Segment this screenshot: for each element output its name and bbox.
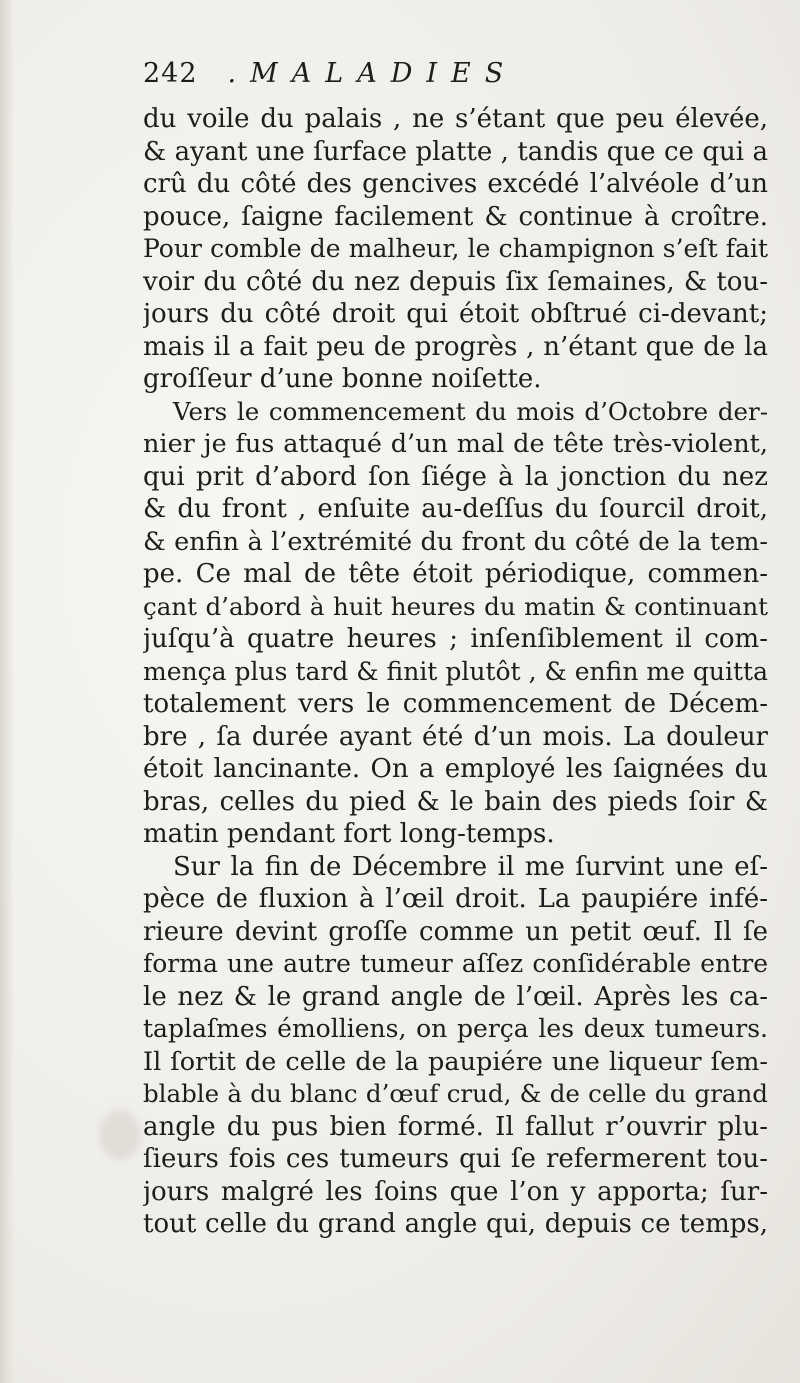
text-line: & ayant une ſurface platte , tandis que ce qui a: [143, 136, 768, 167]
text-line: qui prit d’abord ſon ſiége à la jonction du nez: [143, 461, 768, 492]
body-text: [143, 103, 768, 1241]
text-line: bras, celles du pied & le bain des pieds ſoir &: [143, 786, 768, 817]
text-line: jours malgré les ſoins que l’on y apporta; ſur-: [143, 1176, 768, 1207]
text-line: forma une autre tumeur aſſez conſidérable entre: [143, 949, 768, 978]
ink-smudge: [100, 1110, 140, 1160]
text-line: Pour comble de malheur, le champignon s’eſt fait: [143, 234, 768, 263]
text-line: blable à du blanc d’œuf crud, & de celle du grand: [143, 1079, 768, 1108]
page-header: [143, 58, 623, 98]
text-line: voir du côté du nez depuis ſix ſemaines, & tou-: [143, 266, 768, 297]
text-line: çant d’abord à huit heures du matin & continuant: [143, 591, 768, 621]
text-line: & du front , enſuite au-deſſus du ſourcil droit,: [143, 494, 768, 524]
text-line: pe. Ce mal de tête étoit périodique, commen-: [143, 559, 768, 589]
text-line: Il ſortit de celle de la paupiére une liqueur ſem-: [143, 1046, 768, 1077]
text-line: taplaſmes émolliens, on perça les deux tumeurs.: [143, 1014, 768, 1043]
text-line: matin pendant fort long-temps.: [143, 819, 555, 849]
text-line: nier je fus attaqué d’un mal de tête très-violent,: [143, 429, 768, 459]
text-line: juſqu’à quatre heures ; inſenſiblement il com-: [143, 624, 768, 654]
text-line: & enfin à l’extrémité du front du côté de la tem-: [143, 526, 768, 557]
text-line: pèce de fluxion à l’œil droit. La paupiére infé-: [143, 884, 768, 914]
text-line: jours du côté droit qui étoit obſtrué ci-devant;: [143, 299, 768, 329]
text-line: Vers le commencement du mois d’Octobre der-: [173, 396, 768, 426]
text-line: mença plus tard & finit plutôt , & enfin me quitta: [143, 656, 768, 686]
text-line: ſieurs fois ces tumeurs qui ſe refermerent tou-: [143, 1144, 768, 1174]
page-number: 242: [143, 58, 198, 89]
text-line: pouce, ſaigne facilement & continue à croître.: [143, 201, 768, 232]
text-line: bre , ſa durée ayant été d’un mois. La douleur: [143, 721, 768, 752]
text-line: Sur la fin de Décembre il me ſurvint une eſ-: [173, 851, 768, 882]
text-line: groſſeur d’une bonne noiſette.: [143, 364, 542, 394]
text-line: du voile du palais , ne s’étant que peu élevée,: [143, 104, 768, 134]
text-line: mais il a fait peu de progrès , n’étant que de la: [143, 331, 768, 362]
text-line: étoit lancinante. On a employé les ſaignées du: [143, 754, 768, 784]
text-line: le nez & le grand angle de l’œil. Après les ca-: [143, 981, 768, 1012]
text-line: tout celle du grand angle qui, depuis ce temps,: [143, 1209, 768, 1239]
text-line: angle du pus bien formé. Il fallut r’ouvrir plu-: [143, 1111, 768, 1142]
running-head: .MALADIES: [227, 58, 518, 89]
text-line: totalement vers le commencement de Décem-: [143, 689, 768, 719]
text-line: crû du côté des gencives excédé l’alvéole d’un: [143, 169, 768, 199]
page-gutter-shadow: [0, 0, 14, 1383]
text-line: rieure devint groſſe comme un petit œuf. Il ſe: [143, 916, 768, 947]
